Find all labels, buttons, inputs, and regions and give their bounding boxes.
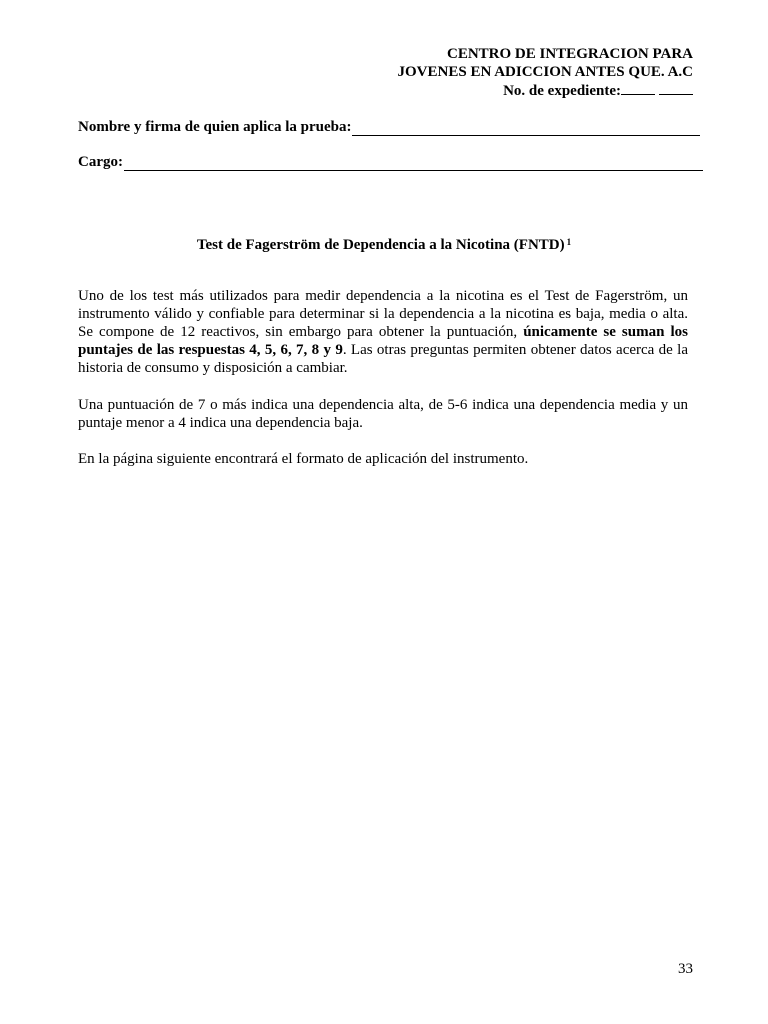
paragraph-intro-part-1: Uno de los test más utilizados para medir dependencia a la nicotina es el Test de Fagerström, un instrumento válido y confiable para determinar si la dependencia a la nicotina es baja, media o alta. Se compone de 12 reactivos, sin embargo para obtener la puntuación,	[78, 288, 688, 340]
expediente-blank-1[interactable]	[621, 81, 655, 95]
nombre-field	[78, 118, 700, 136]
organization-name-line-2: JOVENES EN ADICCION ANTES QUE. A.C	[397, 64, 693, 80]
expediente-label: No. de expediente:	[503, 83, 621, 99]
title-text: Test de Fagerström de Dependencia a la Nicotina (FNTD)	[196, 237, 565, 253]
organization-name-line-1: CENTRO DE INTEGRACION PARA	[447, 46, 693, 62]
paragraph-intro	[78, 287, 688, 377]
expediente-field	[398, 81, 693, 100]
paragraph-intro-part-2: . Las otras preguntas permiten obtener datos acerca de la historia de consumo y disposición a cambiar.	[78, 342, 688, 376]
title-footnote-marker: 1	[566, 237, 572, 247]
paragraph-scoring: Una puntuación de 7 o más indica una dependencia alta, de 5-6 indica una dependencia media y un puntaje menor a 4 indica una dependencia baja.	[78, 397, 688, 431]
expediente-blank-2[interactable]	[659, 81, 693, 95]
cargo-label: Cargo:	[78, 154, 123, 170]
page-number: 33	[678, 961, 693, 977]
paragraph-intro-bold: únicamente se suman los puntajes de las respuestas 4, 5, 6, 7, 8 y 9	[78, 324, 688, 358]
cargo-field	[78, 153, 703, 171]
organization-header	[398, 45, 693, 100]
document-title	[0, 236, 768, 254]
nombre-label: Nombre y firma de quien aplica la prueba:	[78, 119, 352, 135]
paragraph-next-page: En la página siguiente encontrará el formato de aplicación del instrumento.	[78, 451, 529, 467]
nombre-blank-line[interactable]	[352, 121, 700, 136]
cargo-blank-line[interactable]	[124, 156, 703, 171]
